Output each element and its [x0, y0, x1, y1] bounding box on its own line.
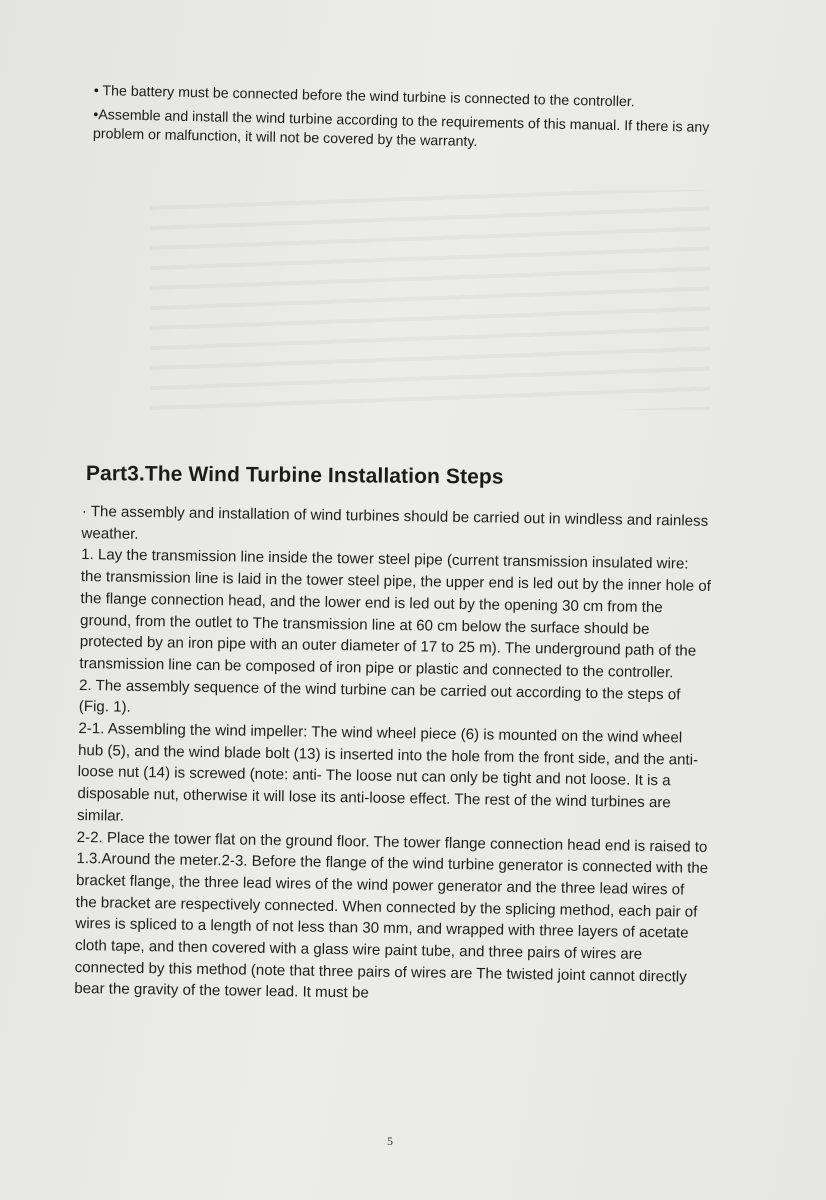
page-number: 5: [387, 1134, 393, 1148]
warning-notes: [93, 82, 734, 157]
paragraph-step-2: 2. The assembly sequence of the wind turbine can be carried out according to the steps of (Fig. 1).: [78, 676, 681, 717]
paragraph-step-2-1: 2-1. Assembling the wind impeller: The wind wheel piece (6) is mounted on the wind wheel hub (5), and the wind blade bolt (13) is inserted into the hole from the front side, and the anti-loose nut (14) is screwed (note: anti- The loose nut can only be tight and not loose. It is a disposable nut, otherwise it will lose its anti-loose effect. The rest of the wind turbines are similar.: [76, 720, 699, 825]
paragraph-step-1: 1. Lay the transmission line inside the tower steel pipe (current transmission insulated wire: the transmission line is laid in the tower steel pipe, the upper end is led out by the inner hole of the flange connection head, and the lower end is led out by the opening 30 cm from the ground, from the outlet to The transmission line at 60 cm below the surface should be protected by an iron pipe with an outer diameter of 17 to 25 m). The underground path of the transmission line can be composed of iron pipe or plastic and connected to the controller.: [79, 546, 711, 682]
section-body: [74, 501, 714, 1010]
paragraph-weather: · The assembly and installation of wind turbines should be carried out in windless and rainless weather.: [81, 502, 709, 543]
paragraph-step-2-2: 2-2. Place the tower flat on the ground floor. The tower flange connection head end is raised to 1.3.Around the meter.2-3. Before the flange of the wind turbine generator is connected with the bracket flange, the three lead wires of the wind power generator and the three lead wires of the bracket are respectively connected. When connected by the splicing method, each pair of wires is spliced to a length of not less than 30 mm, and wrapped with three layers of acetate cloth tape, and then covered with a glass wire paint tube, and three pairs of wires are connected by this method (note that three pairs of wires are The twisted joint cannot directly bear the gravity of the tower lead. It must be: [74, 828, 709, 1003]
note-warranty: •Assemble and install the wind turbine according to the requirements of this manual. If there is any problem or malfunction, it will not be covered by the warranty.: [92, 106, 710, 151]
bleed-through-texture: [150, 190, 710, 410]
section-title: Part3.The Wind Turbine Installation Steps: [85, 462, 504, 489]
note-battery: • The battery must be connected before the wind turbine is connected to the controller.: [93, 82, 635, 111]
